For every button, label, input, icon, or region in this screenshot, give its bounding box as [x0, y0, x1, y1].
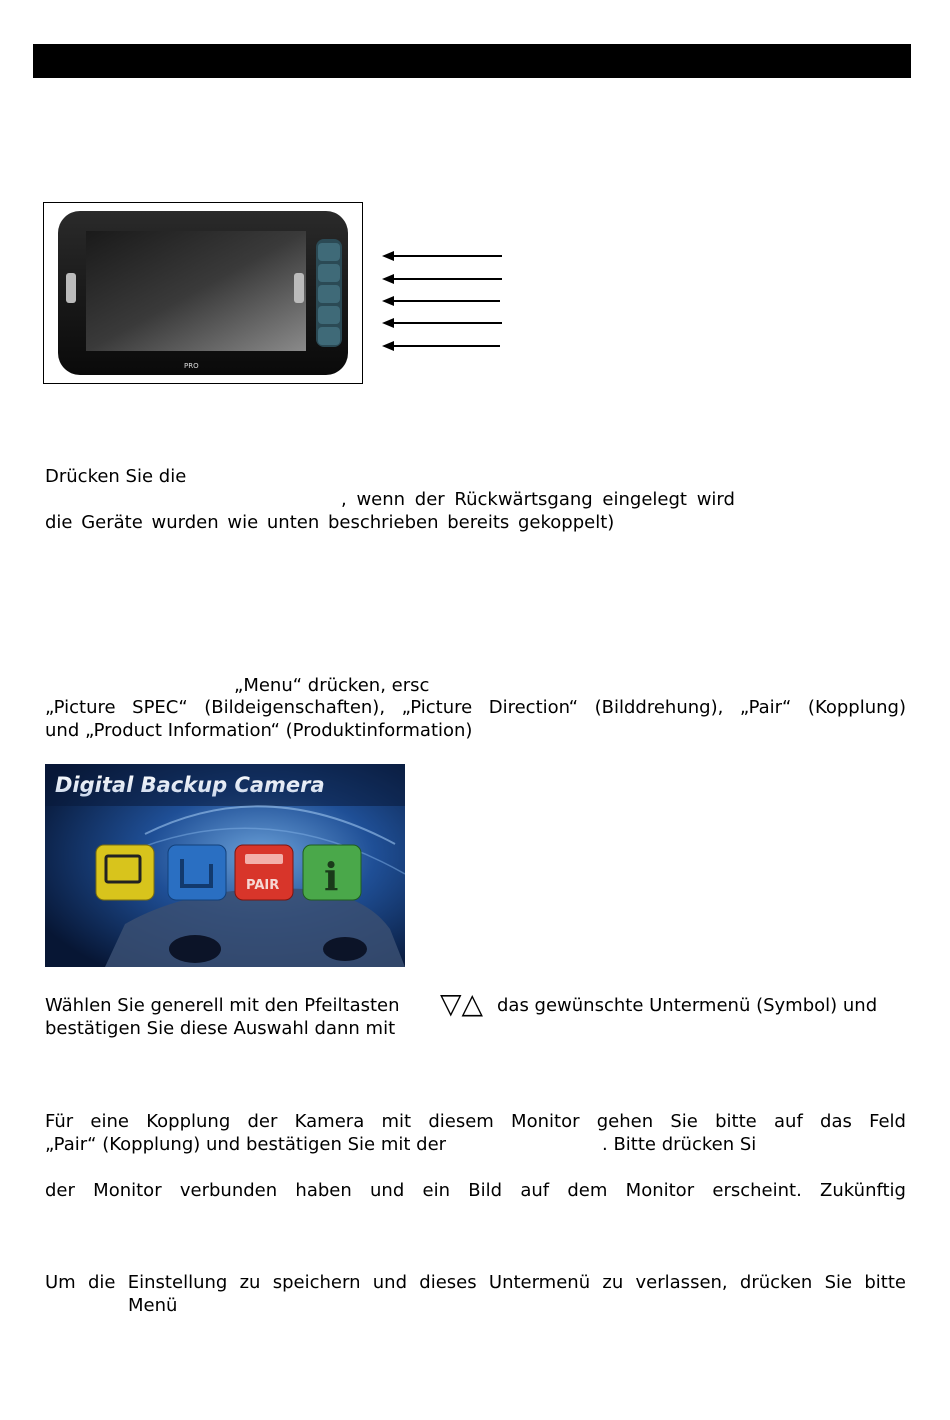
section-header-title: [33, 50, 41, 71]
paragraph-3-line-1-start: Wählen Sie generell mit den Pfeiltasten: [45, 995, 400, 1016]
menu-screen-title: Digital Backup Camera: [55, 773, 325, 797]
arrow-line: [392, 278, 502, 280]
paragraph-1-line-2: , wenn der Rückwärtsgang eingelegt wird: [341, 489, 735, 510]
arrow-line: [392, 345, 500, 347]
monitor-brand-label: PRO: [184, 362, 199, 370]
paragraph-1-line-1: Drücken Sie die: [45, 466, 187, 487]
paragraph-4-line-3: der Monitor verbunden haben und ein Bild auf dem Monitor erscheint. Zukünftig: [45, 1180, 906, 1201]
paragraph-3-line-2: bestätigen Sie diese Auswahl dann mit: [45, 1018, 396, 1039]
paragraph-2-line-3: und „Product Information“ (Produktinformation): [45, 720, 473, 741]
arrow-keys-icon: ▽△: [440, 987, 484, 1020]
paragraph-4-line-2a: „Pair“ (Kopplung) und bestätigen Sie mit der: [45, 1134, 447, 1155]
monitor-figure: [43, 202, 363, 384]
paragraph-5-line-1: Um die Einstellung zu speichern und dieses Untermenü zu verlassen, drücken Sie bitte: [45, 1272, 906, 1293]
menu-screen-illustration: [45, 764, 405, 967]
menu-screen-figure: [45, 764, 405, 967]
arrow-line: [392, 300, 500, 302]
pair-icon-label: PAIR: [246, 878, 280, 893]
button-arrows: [382, 250, 507, 355]
paragraph-3-line-1-end: das gewünschte Untermenü (Symbol) und: [497, 995, 878, 1016]
paragraph-4-line-1: Für eine Kopplung der Kamera mit diesem Monitor gehen Sie bitte auf das Feld: [45, 1111, 906, 1132]
paragraph-1-line-3: die Geräte wurden wie unten beschrieben bereits gekoppelt): [45, 512, 615, 533]
paragraph-2-line-2: „Picture SPEC“ (Bildeigenschaften), „Picture Direction“ (Bilddrehung), „Pair“ (Kopplung): [45, 697, 906, 718]
paragraph-5-line-2: Menü: [128, 1295, 178, 1316]
picture-direction-menu-icon[interactable]: [168, 845, 226, 900]
info-icon: i: [324, 854, 339, 899]
monitor-illustration: [44, 203, 362, 383]
arrow-line: [392, 255, 502, 257]
arrow-line: [392, 322, 502, 324]
paragraph-2-line-1: „Menu“ drücken, ersc: [234, 675, 430, 696]
section-header-bar: [33, 44, 911, 78]
paragraph-4-line-2b: . Bitte drücken Si: [602, 1134, 757, 1155]
